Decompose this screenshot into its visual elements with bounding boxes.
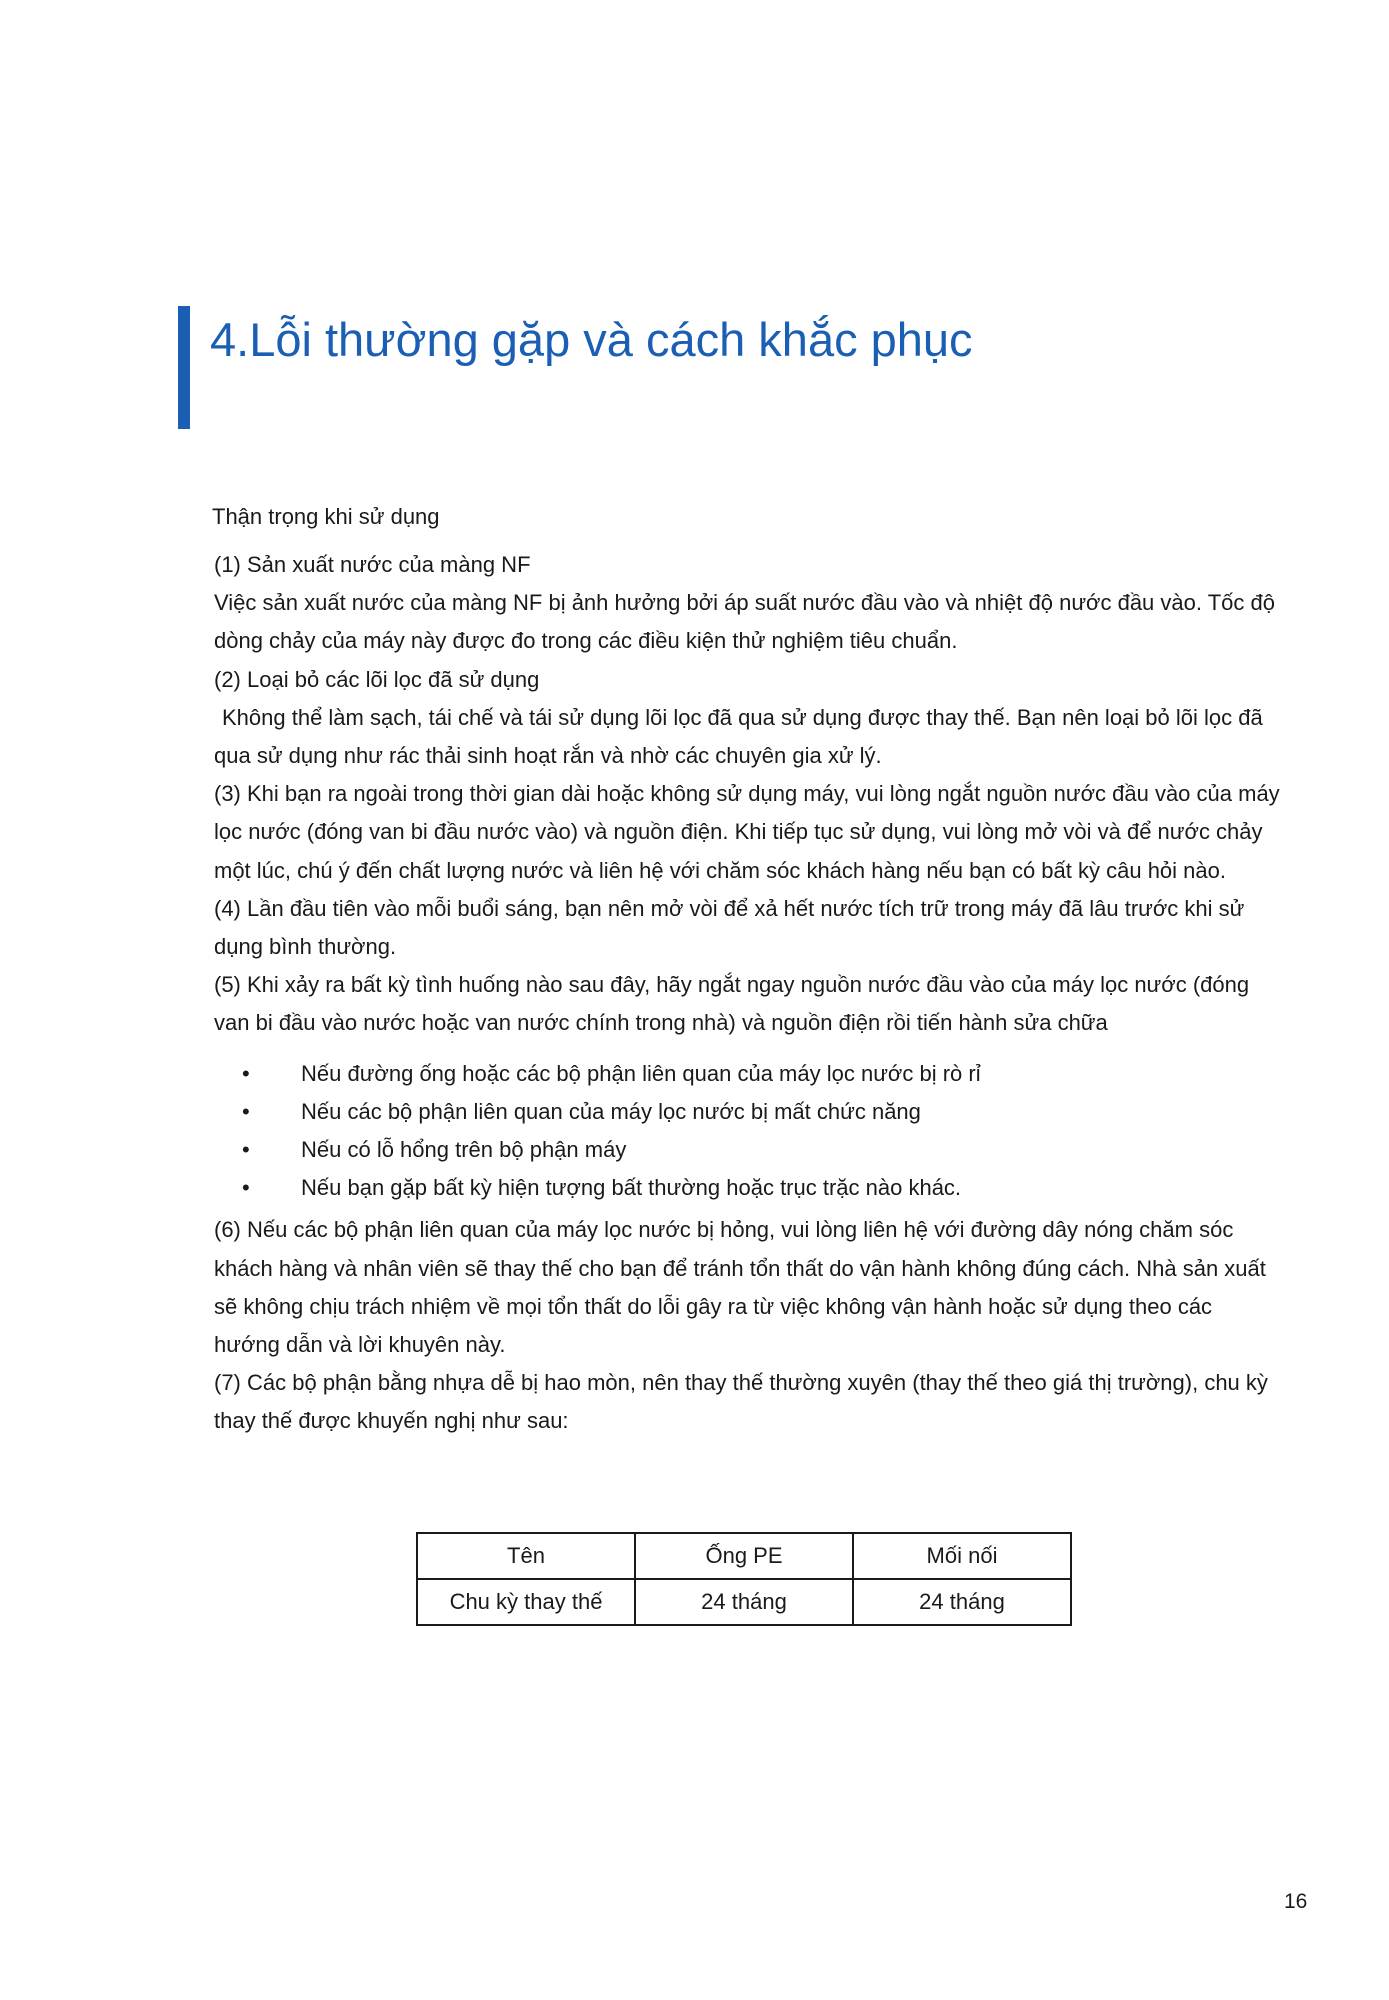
paragraph-1-text: Việc sản xuất nước của màng NF bị ảnh hưởng bởi áp suất nước đầu vào và nhiệt độ nước đầu vào. Tốc độ dòng chảy của máy này được đo trong các điều kiện thử nghiệm tiêu chuẩn. (214, 590, 1275, 654)
list-item (214, 1093, 1280, 1131)
page-heading: 4.Lỗi thường gặp và cách khắc phục (210, 313, 973, 366)
page-number: 16 (1284, 1890, 1308, 1913)
bullet-icon: • (242, 1098, 250, 1124)
paragraph-5: (5) Khi xảy ra bất kỳ tình huống nào sau đây, hãy ngắt ngay nguồn nước đầu vào của máy lọc nước (đóng van bi đầu vào nước hoặc van nước chính trong nhà) và nguồn điện rồi tiến hành sửa chữa (214, 972, 1250, 1036)
paragraph-6: (6) Nếu các bộ phận liên quan của máy lọc nước bị hỏng, vui lòng liên hệ với đường dây nóng chăm sóc khách hàng và nhân viên sẽ thay thế cho bạn để tránh tổn thất do vận hành không đúng cách. Nhà sản xuất sẽ không chịu trách nhiệm về mọi tổn thất do lỗi gây ra từ việc không vận hành hoặc sử dụng theo các hướng dẫn và lời khuyên này. (214, 1217, 1266, 1358)
table-cell: Ống PE (635, 1533, 853, 1579)
table-cell: Mối nối (853, 1533, 1071, 1579)
list-item (214, 1055, 1280, 1093)
paragraph-4: (4) Lần đầu tiên vào mỗi buổi sáng, bạn nên mở vòi để xả hết nước tích trữ trong máy đã lâu trước khi sử dụng bình thường. (214, 895, 1245, 960)
table-cell: Tên (417, 1533, 635, 1579)
table-cell: 24 tháng (853, 1579, 1071, 1625)
replacement-cycle-table (416, 1532, 1072, 1626)
list-item-text: Nếu có lỗ hổng trên bộ phận máy (301, 1137, 627, 1163)
table-row (417, 1579, 1071, 1625)
paragraph-1-title: (1) Sản xuất nước của màng NF (214, 552, 531, 577)
list-item-text: Nếu bạn gặp bất kỳ hiện tượng bất thường hoặc trục trặc nào khác. (301, 1175, 962, 1201)
bullet-icon: • (242, 1137, 250, 1163)
paragraph-3: (3) Khi bạn ra ngoài trong thời gian dài hoặc không sử dụng máy, vui lòng ngắt nguồn nước đầu vào của máy lọc nước (đóng van bi đầu nước vào) và nguồn điện. Khi tiếp tục sử dụng, vui lòng mở vòi và để nước chảy một lúc, chú ý đến chất lượng nước và liên hệ với chăm sóc khách hàng nếu bạn có bất kỳ câu hỏi nào. (214, 781, 1280, 883)
bullet-icon: • (242, 1175, 250, 1201)
body-text (214, 546, 1280, 1441)
list-item-text: Nếu các bộ phận liên quan của máy lọc nước bị mất chức năng (301, 1098, 921, 1124)
list-item-text: Nếu đường ống hoặc các bộ phận liên quan của máy lọc nước bị rò rỉ (301, 1060, 981, 1086)
bullet-list (214, 1055, 1280, 1208)
heading-accent-bar (178, 306, 190, 429)
bullet-icon: • (242, 1060, 250, 1086)
paragraph-7: (7) Các bộ phận bằng nhựa dễ bị hao mòn, nên thay thế thường xuyên (thay thế theo giá thị trường), chu kỳ thay thế được khuyến nghị như sau: (214, 1370, 1268, 1434)
list-item (214, 1169, 1280, 1207)
table-cell: Chu kỳ thay thế (417, 1579, 635, 1625)
section-title: Thận trọng khi sử dụng (212, 504, 440, 529)
table-cell: 24 tháng (635, 1579, 853, 1625)
paragraph-2-text: Không thể làm sạch, tái chế và tái sử dụng lõi lọc đã qua sử dụng được thay thế. Bạn nên loại bỏ lõi lọc đã qua sử dụng như rác thải sinh hoạt rắn và nhờ các chuyên gia xử lý. (214, 704, 1263, 769)
paragraph-2-title: (2) Loại bỏ các lõi lọc đã sử dụng (214, 666, 540, 692)
list-item (214, 1131, 1280, 1169)
table-row (417, 1533, 1071, 1579)
